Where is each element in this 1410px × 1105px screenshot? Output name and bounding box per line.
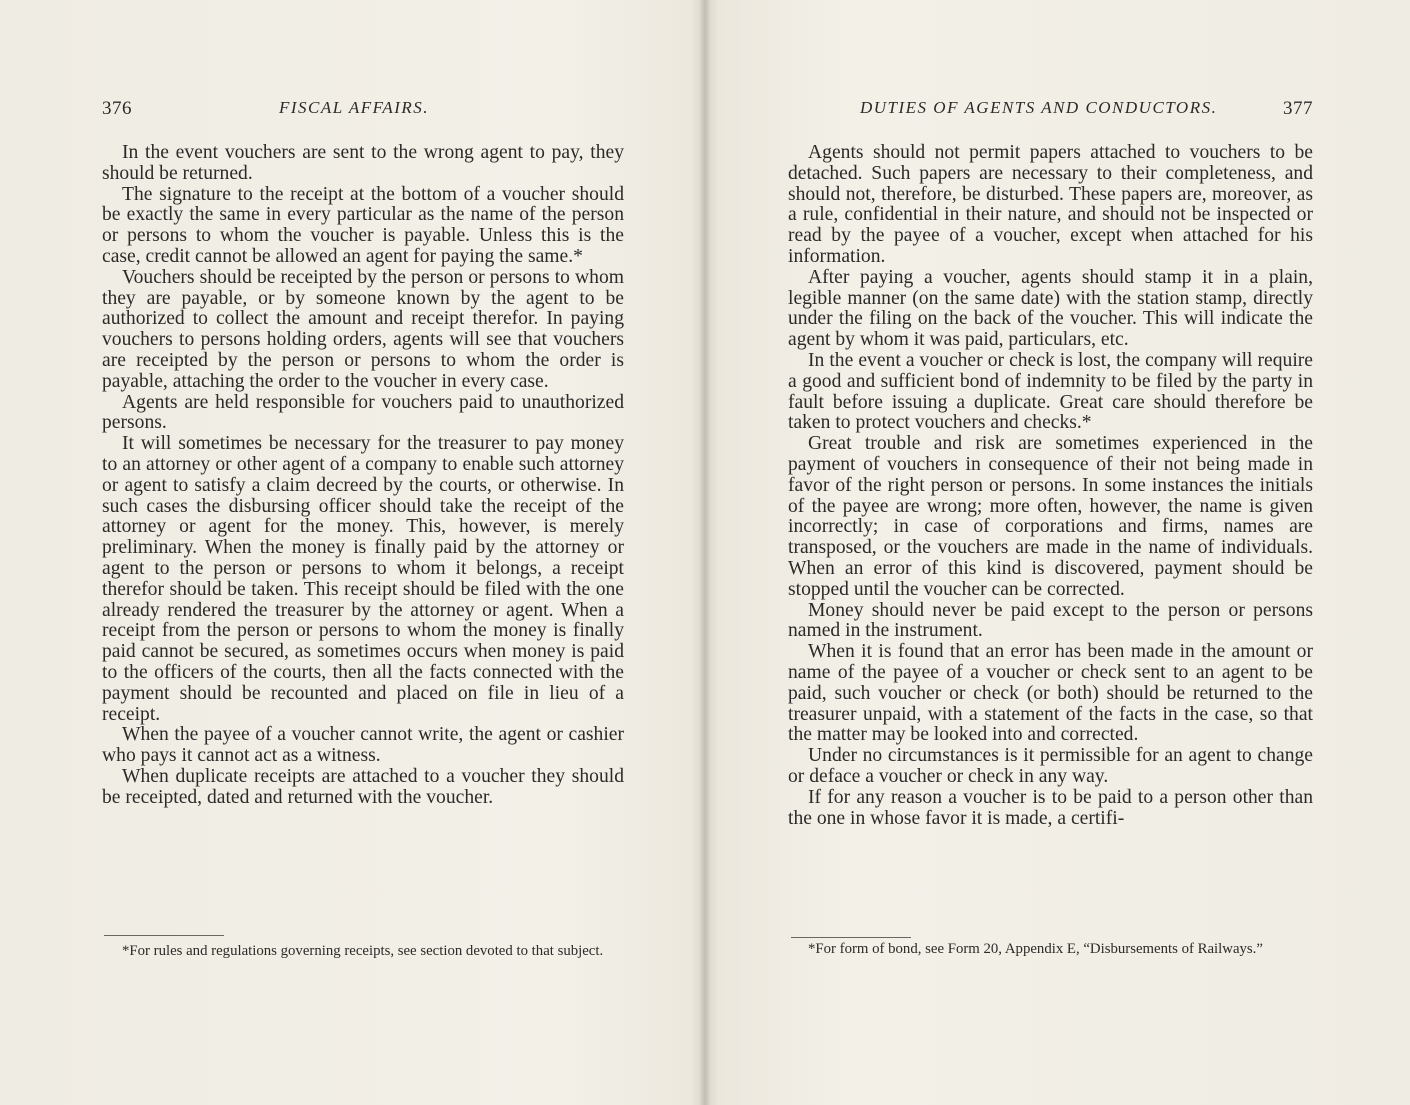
paragraph: In the event a voucher or check is lost, the company will require a good and sufficient bond of indemnity to be filed by the party in fault before issuing a duplicate. Great care should therefore be taken to protect vouchers and checks.*: [788, 349, 1313, 434]
right-page-header: [788, 96, 1313, 126]
right-page-number: 377: [1283, 98, 1313, 119]
paragraph: Agents should not permit papers attached to vouchers to be detached. Such papers are necessary to their completeness, and should not, therefore, be disturbed. These papers are, moreover, as a rule, confidential in their nature, and should not be inspected or read by the payee of a voucher, except when attached for his information.: [788, 142, 1313, 267]
right-page-body: [788, 143, 1313, 829]
left-page-header: [102, 96, 624, 126]
footnote: *For form of bond, see Form 20, Appendix E, “Disbursements of Railways.”: [808, 941, 1263, 957]
footnote-divider: [104, 935, 224, 936]
paragraph: It will sometimes be necessary for the treasurer to pay money to an attorney or other agent of a company to enable such attorney or agent to satisfy a claim decreed by the courts, or otherwise. In such cases the disbursing officer should take the receipt of the attorney or agent for the money. This, however, is merely preliminary. When the money is finally paid by the attorney or agent to the person or persons to whom it belongs, a receipt therefor should be taken. This receipt should be filed with the one already rendered the treasurer by the attorney or agent. When a receipt from the person or persons to whom the money is finally paid cannot be secured, as sometimes occurs when money is paid to the officers of the courts, then all the facts connected with the payment should be recounted and placed on file in lieu of a receipt.: [102, 433, 624, 725]
paragraph: The signature to the receipt at the bottom of a voucher should be exactly the same in every particular as the name of the person or persons to whom the voucher is payable. Unless this is the case, credit cannot be allowed an agent for paying the same.*: [102, 183, 624, 267]
paragraph: Agents are held responsible for vouchers paid to unauthorized persons.: [102, 391, 624, 434]
paragraph: If for any reason a voucher is to be paid to a person other than the one in whose favor it is made, a certifi-: [788, 786, 1313, 829]
paragraph: Vouchers should be receipted by the person or persons to whom they are payable, or by someone known by the agent to be authorized to collect the amount and receipt therefor. In paying vouchers to persons holding orders, agents will see that vouchers are receipted by the person or persons to whom the order is payable, attaching the order to the voucher in every case.: [102, 266, 624, 392]
footnote: *For rules and regulations governing receipts, see section devoted to that subject.: [122, 943, 604, 959]
paragraph: In the event vouchers are sent to the wrong agent to pay, they should be returned.: [102, 142, 624, 184]
right-running-head: DUTIES OF AGENTS AND CONDUCTORS.: [860, 98, 1218, 117]
paragraph: When duplicate receipts are attached to a voucher they should be receipted, dated and returned with the voucher.: [102, 765, 624, 808]
paragraph: When the payee of a voucher cannot write, the agent or cashier who pays it cannot act as a witness.: [102, 724, 624, 767]
paragraph: Under no circumstances is it permissible for an agent to change or deface a voucher or check in any way.: [788, 745, 1313, 787]
paragraph: After paying a voucher, agents should stamp it in a plain, legible manner (on the same date) with the station stamp, directly under the filing on the back of the voucher. This will indicate the agent by whom it was paid, particulars, etc.: [788, 266, 1313, 351]
left-footnotes: [102, 943, 624, 960]
footnote-divider: [791, 937, 911, 938]
left-page-body: [102, 143, 624, 809]
right-page: [705, 0, 1410, 1105]
left-page-number: 376: [102, 98, 132, 119]
left-running-head: FISCAL AFFAIRS.: [279, 98, 429, 117]
right-footnotes: [788, 941, 1313, 958]
paragraph: Money should never be paid except to the person or persons named in the instrument.: [788, 599, 1313, 642]
paragraph: When it is found that an error has been made in the amount or name of the payee of a voucher or check sent to an agent to be paid, such voucher or check (or both) should be returned to the treasurer unpaid, with a statement of the facts in the case, so that the matter may be looked into and corrected.: [788, 641, 1313, 746]
paragraph: Great trouble and risk are sometimes experienced in the payment of vouchers in consequence of their not being made in favor of the right person or persons. In some instances the initials of the payee are wrong; more often, however, the name is given incorrectly; in case of corporations and firms, names are transposed, or the vouchers are made in the name of individuals. When an error of this kind is discovered, payment should be stopped until the voucher can be corrected.: [788, 433, 1313, 600]
